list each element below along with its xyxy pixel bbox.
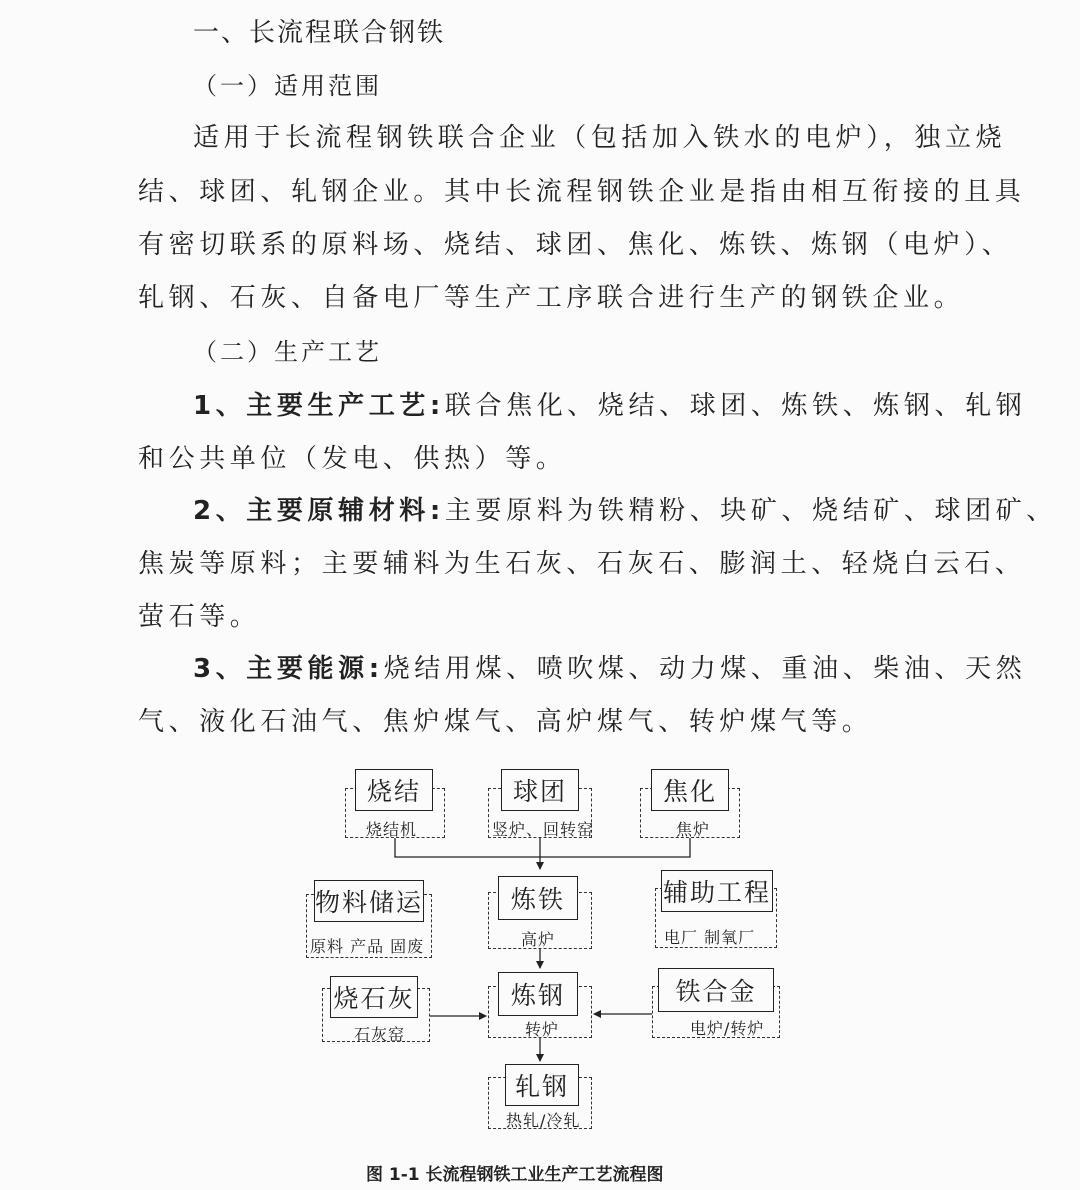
- node-pellet-label: 球团: [501, 769, 579, 811]
- heading: 一、长流程联合钢铁: [193, 18, 446, 48]
- node-lime-label: 烧石灰: [330, 976, 418, 1018]
- node-steelmaking-sub: 转炉: [525, 1020, 560, 1039]
- node-ironmaking-sub: 高炉: [521, 930, 556, 949]
- item-2-line-3: 萤石等。: [138, 602, 261, 632]
- node-pellet-sub: 竖炉、回转窑: [492, 820, 595, 839]
- node-ironmaking-label: 炼铁: [498, 876, 578, 920]
- node-rolling-label: 轧钢: [505, 1064, 579, 1106]
- node-auxiliary-sub: 电厂 制氧厂: [664, 928, 756, 947]
- node-storage-sub: 原料 产品 固废: [310, 937, 425, 956]
- section1-line-3: 有密切联系的原料场、烧结、球团、焦化、炼铁、炼钢（电炉）、: [138, 230, 1013, 260]
- item-1-label: 1、主要生产工艺:: [193, 391, 445, 421]
- figure-caption: 图 1-1 长流程钢铁工业生产工艺流程图: [366, 1165, 664, 1185]
- item-2-text: 主要原料为铁精粉、块矿、烧结矿、球团矿、: [444, 496, 1057, 526]
- node-storage-label: 物料储运: [314, 880, 424, 922]
- connector-sinter: [395, 838, 690, 857]
- section1-line-2: 结、球团、轧钢企业。其中长流程钢铁企业是指由相互衔接的且具: [138, 177, 1026, 207]
- item-3-label: 3、主要能源:: [193, 654, 384, 684]
- node-sinter-sub: 烧结机: [366, 820, 418, 839]
- section2-title: （二）生产工艺: [193, 338, 382, 366]
- item-3-line-2: 气、液化石油气、焦炉煤气、高炉煤气、转炉煤气等。: [138, 707, 873, 737]
- node-rolling-sub: 热轧/冷轧: [506, 1111, 581, 1130]
- node-auxiliary-label: 辅助工程: [661, 870, 773, 912]
- section1-line-1: 适用于长流程钢铁联合企业（包括加入铁水的电炉），独立烧: [193, 123, 1007, 153]
- node-coking-label: 焦化: [651, 769, 729, 811]
- node-ferroalloy-sub: 电炉/转炉: [690, 1019, 765, 1038]
- item-3-text: 烧结用煤、喷吹煤、动力煤、重油、柴油、天然: [383, 654, 1027, 684]
- node-sinter-label: 烧结: [355, 769, 433, 811]
- section1-line-4: 轧钢、石灰、自备电厂等生产工序联合进行生产的钢铁企业。: [138, 283, 965, 313]
- section1-title: （一）适用范围: [193, 72, 382, 100]
- node-ferroalloy-label: 铁合金: [658, 968, 774, 1012]
- item-2-line-2: 焦炭等原料；主要辅料为生石灰、石灰石、膨润土、轻烧白云石、: [138, 549, 1026, 579]
- item-2-label: 2、主要原辅材料:: [193, 496, 445, 526]
- node-steelmaking-label: 炼钢: [498, 972, 578, 1016]
- node-lime-sub: 石灰窑: [354, 1025, 406, 1044]
- item-1-text: 联合焦化、烧结、球团、炼铁、炼钢、轧钢: [444, 391, 1027, 421]
- node-coking-sub: 焦炉: [676, 820, 711, 839]
- item-1-line-2: 和公共单位（发电、供热）等。: [138, 444, 567, 474]
